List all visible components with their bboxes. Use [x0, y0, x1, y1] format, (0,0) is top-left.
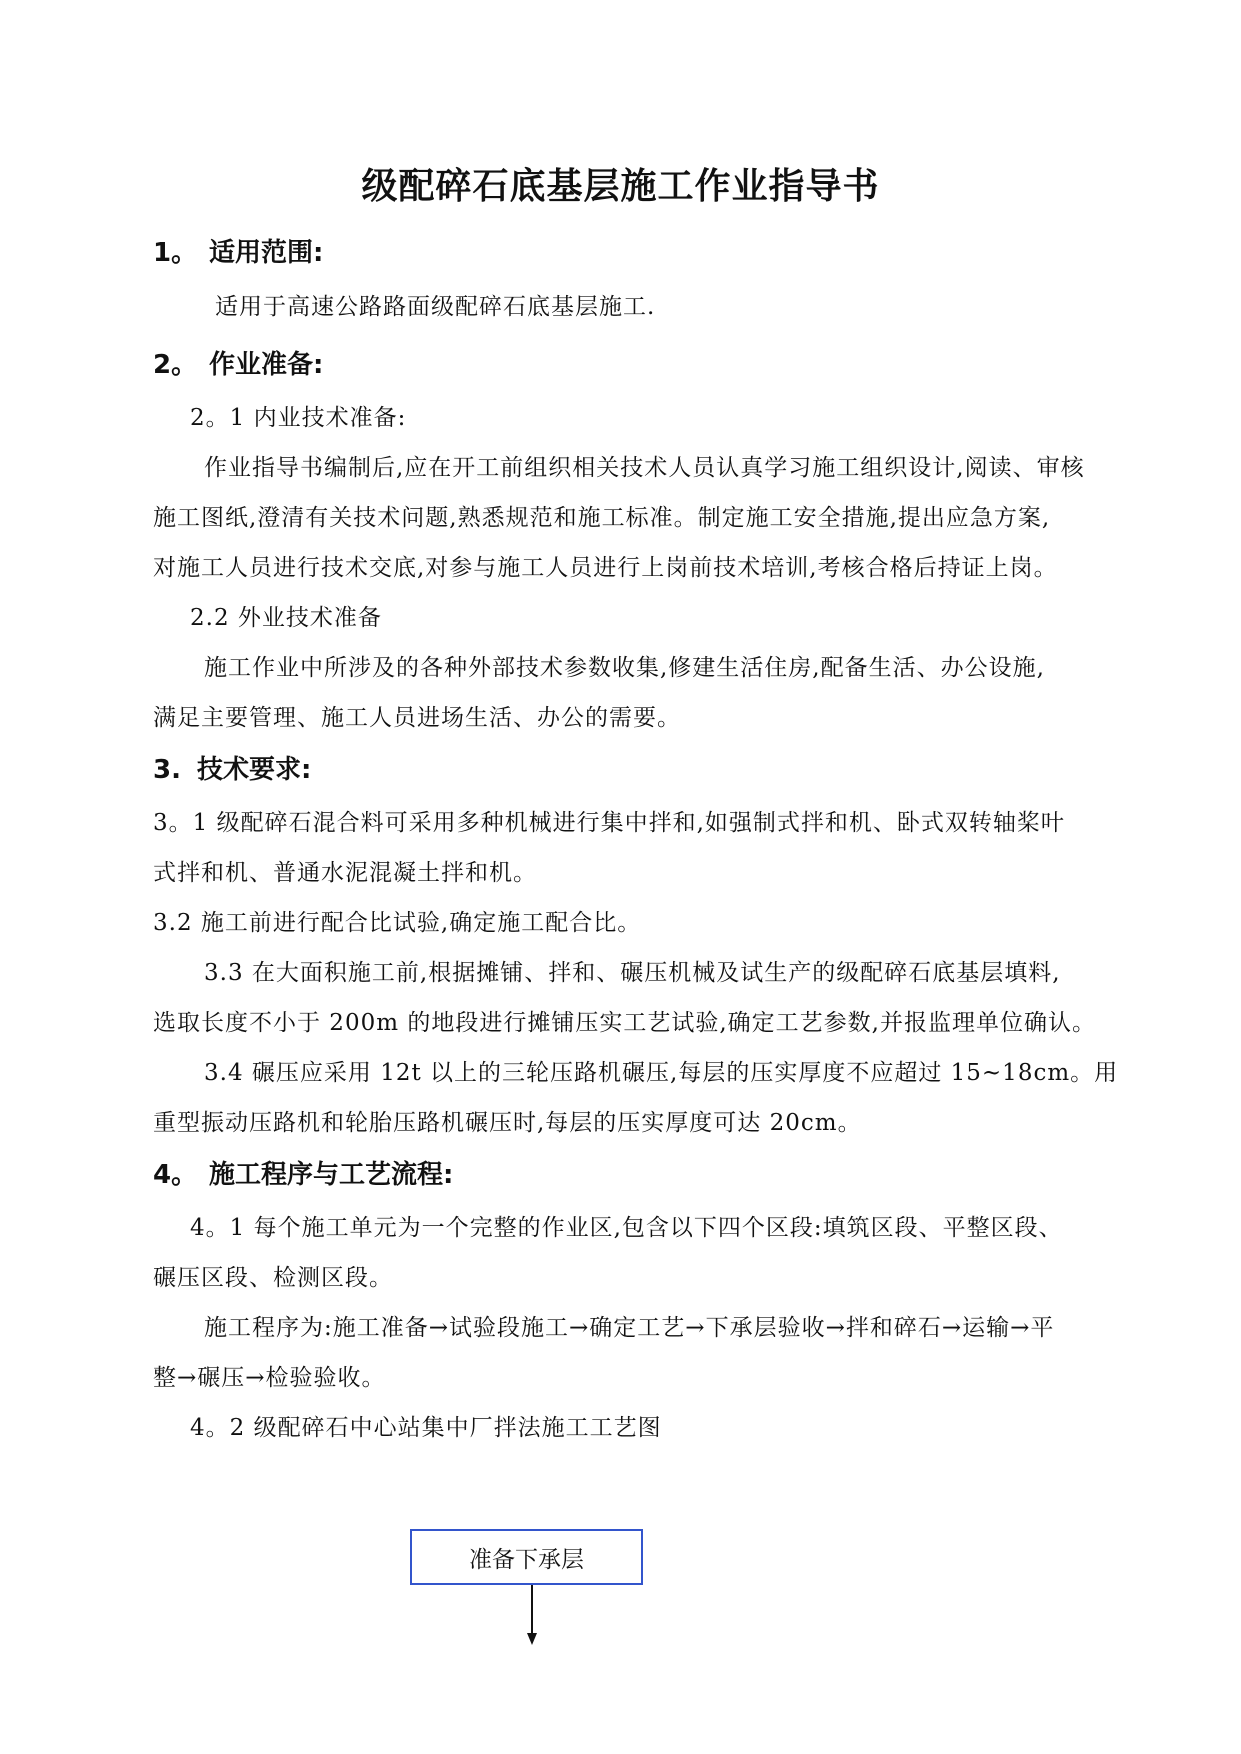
paragraph-line: 施工图纸,澄清有关技术问题,熟悉规范和施工标准。制定施工安全措施,提出应急方案, [153, 505, 1051, 531]
paragraph-line: 对施工人员进行技术交底,对参与施工人员进行上岗前技术培训,考核合格后持证上岗。 [153, 555, 1058, 581]
paragraph-line: 碾压区段、检测区段。 [153, 1265, 393, 1291]
paragraph-line: 式拌和机、普通水泥混凝土拌和机。 [153, 860, 537, 886]
section-title: 作业准备: [209, 350, 324, 380]
paragraph-line: 4。1 每个施工单元为一个完整的作业区,包含以下四个区段:填筑区段、平整区段、 [190, 1215, 1063, 1241]
paragraph-line: 满足主要管理、施工人员进场生活、办公的需要。 [153, 705, 681, 731]
section-1-text: 适用于高速公路路面级配碎石底基层施工. [215, 294, 656, 320]
paragraph-line: 3.3 在大面积施工前,根据摊铺、拌和、碾压机械及试生产的级配碎石底基层填料, [204, 960, 1061, 986]
section-number: 4。 [153, 1160, 198, 1190]
paragraph-line: 3。1 级配碎石混合料可采用多种机械进行集中拌和,如强制式拌和机、卧式双转轴桨叶 [153, 810, 1065, 836]
section-title: 技术要求: [197, 755, 312, 785]
flowchart-box-prepare-base [410, 1529, 643, 1585]
paragraph-line: 3.4 碾压应采用 12t 以上的三轮压路机碾压,每层的压实厚度不应超过 15~18cm。用 [204, 1060, 1119, 1086]
paragraph-line: 作业指导书编制后,应在开工前组织相关技术人员认真学习施工组织设计,阅读、审核 [204, 455, 1085, 481]
flowchart-box-label: 准备下承层 [469, 1546, 584, 1573]
paragraph-line: 选取长度不小于 200m 的地段进行摊铺压实工艺试验,确定工艺参数,并报监理单位确认。 [153, 1010, 1096, 1036]
paragraph-line: 整→碾压→检验验收。 [153, 1365, 386, 1391]
section-1-heading [153, 232, 323, 269]
section-4-heading [153, 1154, 453, 1191]
section-3-heading [153, 749, 311, 786]
paragraph-line: 施工作业中所涉及的各种外部技术参数收集,修建生活住房,配备生活、办公设施, [204, 655, 1045, 681]
subsection-2-1-title: 2。1 内业技术准备: [190, 405, 407, 431]
paragraph-line: 重型振动压路机和轮胎压路机碾压时,每层的压实厚度可达 20cm。 [153, 1110, 862, 1136]
document-title: 级配碎石底基层施工作业指导书 [361, 166, 880, 207]
section-title: 施工程序与工艺流程: [209, 1160, 454, 1190]
section-title: 适用范围: [209, 238, 324, 268]
flowchart-down-arrow-icon [525, 1585, 539, 1645]
paragraph-line: 施工程序为:施工准备→试验段施工→确定工艺→下承层验收→拌和碎石→运输→平 [204, 1315, 1055, 1341]
paragraph-line: 3.2 施工前进行配合比试验,确定施工配合比。 [153, 910, 642, 936]
paragraph-line: 4。2 级配碎石中心站集中厂拌法施工工艺图 [190, 1415, 662, 1441]
section-number: 3. [153, 755, 181, 785]
subsection-2-2-title: 2.2 外业技术准备 [190, 605, 382, 631]
section-number: 1。 [153, 238, 198, 268]
section-number: 2。 [153, 350, 198, 380]
section-2-heading [153, 344, 323, 381]
